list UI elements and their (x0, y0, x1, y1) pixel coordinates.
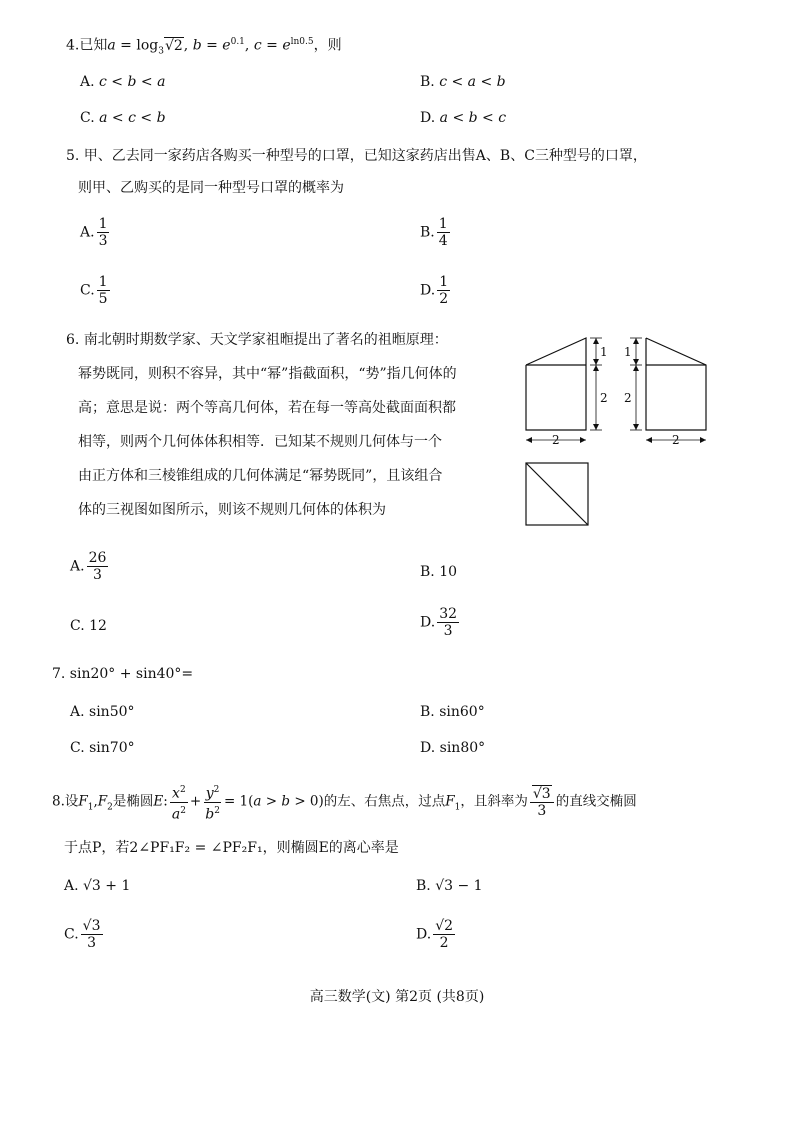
side-height-1-label: 1 (624, 345, 632, 359)
q6-line-1: 6. 南北朝时期数学家、天文学家祖暅提出了著名的祖暅原理： (66, 332, 448, 348)
q6-line-2: 幂势既同，则积不容异，其中“幂”指截面积，“势”指几何体的 (78, 366, 457, 382)
q4-option-b: B. c < a < b (420, 74, 506, 90)
q6-line-4: 相等，则两个几何体体积相等．已知某不规则几何体与一个 (78, 434, 442, 450)
page-footer: 高三数学(文) 第2页 (共8页) (309, 989, 485, 1005)
front-width-label: 2 (552, 433, 560, 447)
q5-stem-line2: 则甲、乙购买的是同一种型号口罩的概率为 (78, 180, 344, 196)
q5-option-a: A. $\frac{1}{3}$ (80, 216, 108, 249)
q6-option-d: D. $\frac{32}{3}$ (420, 606, 458, 639)
q5-option-b: B. $\frac{1}{4}$ (420, 216, 448, 249)
q7-option-d: D. sin80° (420, 740, 486, 756)
q7-option-b: B. sin60° (420, 704, 485, 720)
q6-line-6: 体的三视图如图所示，则该不规则几何体的体积为 (78, 502, 386, 518)
q8-option-d: D. $\frac{√2}{2}$ (416, 918, 454, 951)
q4-text-a: 已知 (79, 37, 108, 54)
q6-line-3: 高；意思是说：两个等高几何体，若在每一等高处截面面积都 (78, 400, 456, 416)
front-view (526, 338, 586, 430)
q4-stem: 4.已知$a = \log_3√2$, $b = e^{0.1}$, $c = e^{ln0.5}$，则 (66, 37, 342, 57)
q4-option-d: D. a < b < c (420, 110, 507, 126)
q8-option-a: A. √3 + 1 (64, 878, 131, 894)
q6-option-a: A. $\frac{26}{3}$ (70, 550, 107, 583)
three-view-figure (516, 330, 716, 530)
q7-option-c: C. sin70° (70, 740, 135, 756)
q5-stem-line1: 5. 甲、乙去同一家药店各购买一种型号的口罩，已知这家药店出售A、B、C三种型号的口罩， (66, 148, 647, 164)
q4-text-b: ，则 (313, 37, 342, 54)
side-height-2-label: 2 (624, 391, 632, 405)
q4-option-a: A. c < b < a (80, 74, 166, 90)
q6-option-b: B. 10 (420, 564, 458, 580)
q7-stem: 7. sin20° + sin40°= (52, 666, 194, 682)
q8-stem-line1: 8.设$F_1,F_2$是椭圆E: $\frac{x^2}{a^2}$ + $\frac{y^2}{b^2}$ = 1(a > b > 0)的左、右焦点，过点$F_1$，且斜率为 $\frac{√3}{3}$ 的直线交椭圆 (52, 782, 637, 822)
q8-stem-line2: 于点P，若2∠PF₁F₂ = ∠PF₂F₁，则椭圆E的离心率是 (64, 840, 399, 856)
q8-option-c: C. $\frac{√3}{3}$ (64, 918, 101, 951)
q7-option-a: A. sin50° (70, 704, 135, 720)
side-view (646, 338, 706, 430)
q6-option-c: C. 12 (70, 618, 107, 634)
front-height-2-label: 2 (600, 391, 608, 405)
q5-option-c: C. $\frac{1}{5}$ (80, 274, 108, 307)
q4-number: 4. (66, 37, 80, 54)
front-height-1-label: 1 (600, 345, 608, 359)
q6-line-5: 由正方体和三棱锥组成的几何体满足“幂势既同”，且该组合 (78, 468, 443, 484)
side-width-label: 2 (672, 433, 680, 447)
q8-option-b: B. √3 − 1 (416, 878, 483, 894)
q5-option-d: D. $\frac{1}{2}$ (420, 274, 449, 307)
q4-option-c: C. a < c < b (80, 110, 166, 126)
